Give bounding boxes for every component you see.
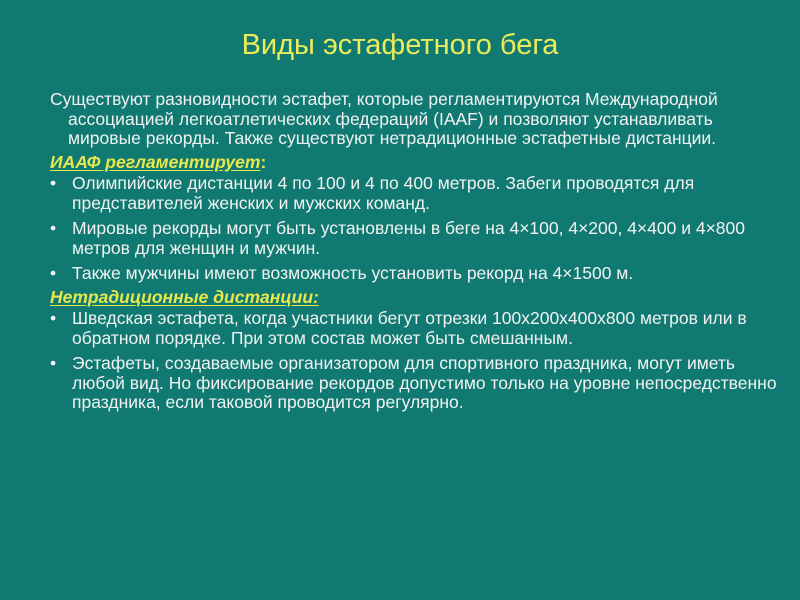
list-item: [50, 264, 778, 284]
iaaf-bullet-list: [50, 174, 778, 284]
bullet-icon: •: [50, 353, 57, 373]
section-heading-iaaf-text: ИААФ регламентирует: [50, 151, 261, 172]
list-item-text: Также мужчины имеют возможность установить рекорд на 4×1500 м.: [72, 263, 634, 283]
list-item-text: Эстафеты, создаваемые организатором для спортивного праздника, могут иметь любой вид. Но фиксирование рекордов допустимо только на уровне непосредственно праздника, если таковой проводится регулярно.: [72, 353, 777, 412]
list-item: [50, 354, 778, 413]
bullet-icon: •: [50, 218, 57, 238]
section-heading-nontraditional-text: Нетрадиционные дистанции:: [50, 286, 319, 307]
list-item: [50, 219, 778, 258]
section-heading-iaaf: [50, 153, 778, 173]
list-item: [50, 174, 778, 213]
section-heading-iaaf-colon: :: [260, 151, 267, 172]
list-item: [50, 309, 778, 348]
slide-content: [50, 90, 778, 413]
list-item-text: Шведская эстафета, когда участники бегут отрезки 100х200х400х800 метров или в обратном порядке. При этом состав может быть смешанным.: [72, 308, 747, 348]
nontraditional-bullet-list: [50, 309, 778, 413]
bullet-icon: •: [50, 308, 57, 328]
bullet-icon: •: [50, 173, 57, 193]
list-item-text: Мировые рекорды могут быть установлены в беге на 4×100, 4×200, 4×400 и 4×800 метров для женщин и мужчин.: [72, 218, 746, 258]
bullet-icon: •: [50, 263, 57, 283]
slide-title: Виды эстафетного бега: [241, 29, 559, 61]
list-item-text: Олимпийские дистанции 4 по 100 и 4 по 400 метров. Забеги проводятся для представителей женских и мужских команд.: [72, 173, 695, 213]
section-heading-nontraditional: [50, 288, 778, 308]
intro-paragraph: Существуют разновидности эстафет, которые регламентируются Международной ассоциацией легкоатлетических федераций (IAAF) и позволяют устанавливать мировые рекорды. Также существуют нетрадиционные эстафетные дистанции.: [50, 89, 718, 148]
